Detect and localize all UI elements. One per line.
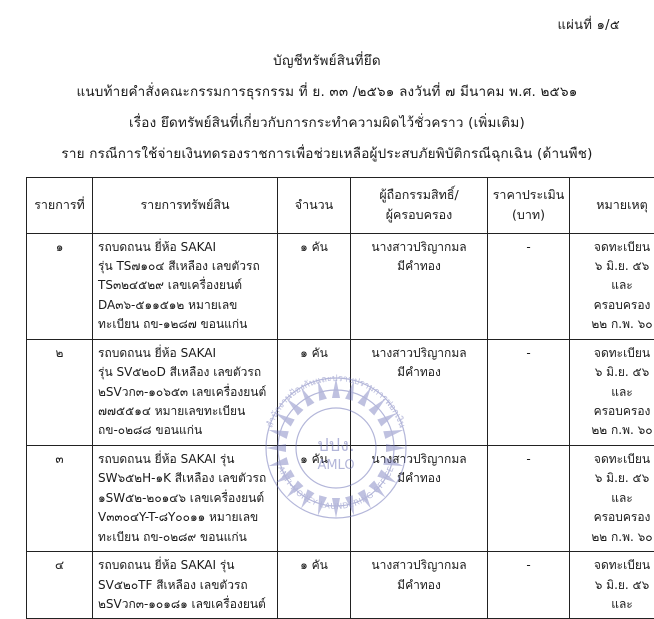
note-line: ๒๒ ก.พ. ๖๐ (575, 421, 654, 440)
document-subtitle-case: ราย กรณีการใช้จ่ายเงินทดรองราชการเพื่อช่วยเหลือผู้ประสบภัยพิบัติกรณีฉุกเฉิน (ด้านพืช) (26, 142, 628, 164)
note-line: และ (575, 595, 654, 614)
cell-no: ๒ (27, 339, 93, 445)
note-line: และ (575, 489, 654, 508)
note-line: ๒๒ ก.พ. ๖๐ (575, 315, 654, 334)
note-line: จดทะเบียน (575, 344, 654, 363)
document-subtitle-subject: เรื่อง ยึดทรัพย์สินที่เกี่ยวกับการกระทำความผิดไว้ชั่วคราว (เพิ่มเติม) (26, 111, 628, 133)
cell-item (93, 233, 278, 339)
cell-note (570, 233, 654, 339)
header-no: รายการที่ (27, 178, 93, 234)
note-line: และ (575, 383, 654, 402)
cell-note (570, 445, 654, 551)
item-line: TS๓๒๔๕๒๙ เลขเครื่องยนต์ (98, 276, 272, 295)
table-header-row (27, 178, 654, 234)
item-line: รถบดถนน ยี่ห้อ SAKAI รุ่น (98, 450, 272, 469)
cell-item (93, 339, 278, 445)
cell-no: ๓ (27, 445, 93, 551)
cell-qty: ๑ คัน (278, 445, 351, 551)
document-title: บัญชีทรัพย์สินที่ยึด (26, 49, 628, 71)
cell-price: - (488, 339, 570, 445)
note-line: ครอบครอง (575, 508, 654, 527)
cell-qty: ๑ คัน (278, 552, 351, 619)
watermark-center-text-thai: ปปง. (317, 435, 354, 456)
note-line: ครอบครอง (575, 402, 654, 421)
item-line: V๓๓๐๔Y-T-๘Y๐๐๑๑ หมายเลข (98, 508, 272, 527)
cell-note (570, 339, 654, 445)
note-line: ๖ มิ.ย. ๕๖ (575, 576, 654, 595)
cell-qty: ๑ คัน (278, 339, 351, 445)
cell-note (570, 552, 654, 619)
note-line: ๖ มิ.ย. ๕๖ (575, 363, 654, 382)
owner-line: นางสาวปริญากมล (356, 238, 482, 257)
owner-line: นางสาวปริญากมล (356, 344, 482, 363)
item-line: DA๓๖-๕๑๑๕๑๒ หมายเลข (98, 296, 272, 315)
item-line: รถบดถนน ยี่ห้อ SAKAI รุ่น (98, 556, 272, 575)
owner-line: มีคำทอง (356, 469, 482, 488)
cell-price: - (488, 445, 570, 551)
item-line: ๒SVวก๓-๑๐๑๘๑ เลขเครื่องยนต์ (98, 595, 272, 614)
cell-owner (351, 552, 488, 619)
item-line: รุ่น TS๗๑๐๔ สีเหลือง เลขตัวรถ (98, 257, 272, 276)
item-line: ถข-๐๒๘๘ ขอนแก่น (98, 421, 272, 440)
note-line: จดทะเบียน (575, 238, 654, 257)
cell-price: - (488, 552, 570, 619)
item-line: SW๖๕๒H-๑K สีเหลือง เลขตัวรถ (98, 469, 272, 488)
document-subtitle-order: แนบท้ายคำสั่งคณะกรรมการธุรกรรม ที่ ย. ๓๓ /๒๕๖๑ ลงวันที่ ๗ มีนาคม พ.ศ. ๒๕๖๑ (26, 80, 628, 102)
owner-line: มีคำทอง (356, 576, 482, 595)
table-row (27, 552, 654, 619)
header-owner-line1: ผู้ถือกรรมสิทธิ์/ (355, 185, 483, 205)
owner-line: นางสาวปริญากมล (356, 450, 482, 469)
item-line: ทะเบียน ถข-๑๒๘๗ ขอนแก่น (98, 315, 272, 334)
note-line: และ (575, 276, 654, 295)
watermark-outer-bottom-text: ANTI-MONEY LAUNDERING OFFICE (276, 465, 395, 511)
owner-line: มีคำทอง (356, 257, 482, 276)
owner-line: มีคำทอง (356, 363, 482, 382)
cell-owner (351, 445, 488, 551)
item-line: ทะเบียน ถข-๐๒๘๙ ขอนแก่น (98, 528, 272, 547)
item-line: ๒SVวก๓-๑๐๖๕๓ เลขเครื่องยนต์ (98, 383, 272, 402)
note-line: ๖ มิ.ย. ๕๖ (575, 257, 654, 276)
note-line: ๖ มิ.ย. ๕๖ (575, 469, 654, 488)
table-row (27, 445, 654, 551)
table-row (27, 339, 654, 445)
item-line: รถบดถนน ยี่ห้อ SAKAI (98, 238, 272, 257)
item-line: ๗๗๕๕๑๔ หมายเลขทะเบียน (98, 402, 272, 421)
watermark-outer-top-text: สำนักงานป้องกันและปราบปรามการฟอกเงิน (264, 374, 406, 429)
note-line: จดทะเบียน (575, 450, 654, 469)
note-line: ครอบครอง (575, 296, 654, 315)
header-item: รายการทรัพย์สิน (93, 178, 278, 234)
item-line: ๑SW๕๒-๒๐๑๔๖ เลขเครื่องยนต์ (98, 489, 272, 508)
cell-price: - (488, 233, 570, 339)
header-owner (351, 178, 488, 234)
cell-item (93, 445, 278, 551)
page-number: แผ่นที่ ๑/๕ (26, 14, 628, 35)
table-row (27, 233, 654, 339)
item-line: รุ่น SV๕๒๐D สีเหลือง เลขตัวรถ (98, 363, 272, 382)
item-line: รถบดถนน ยี่ห้อ SAKAI (98, 344, 272, 363)
watermark-center-text-en: AMLO (317, 458, 354, 473)
note-line: จดทะเบียน (575, 556, 654, 575)
header-qty: จำนวน (278, 178, 351, 234)
header-note: หมายเหตุ (570, 178, 654, 234)
cell-no: ๑ (27, 233, 93, 339)
item-line: SV๕๒๐TF สีเหลือง เลขตัวรถ (98, 576, 272, 595)
owner-line: นางสาวปริญากมล (356, 556, 482, 575)
header-price: ราคาประเมิน (บาท) (488, 178, 570, 234)
asset-table (26, 177, 654, 619)
cell-qty: ๑ คัน (278, 233, 351, 339)
cell-no: ๔ (27, 552, 93, 619)
note-line: ๒๒ ก.พ. ๖๐ (575, 528, 654, 547)
cell-owner (351, 339, 488, 445)
cell-owner (351, 233, 488, 339)
cell-item (93, 552, 278, 619)
header-owner-line2: ผู้ครอบครอง (355, 205, 483, 225)
